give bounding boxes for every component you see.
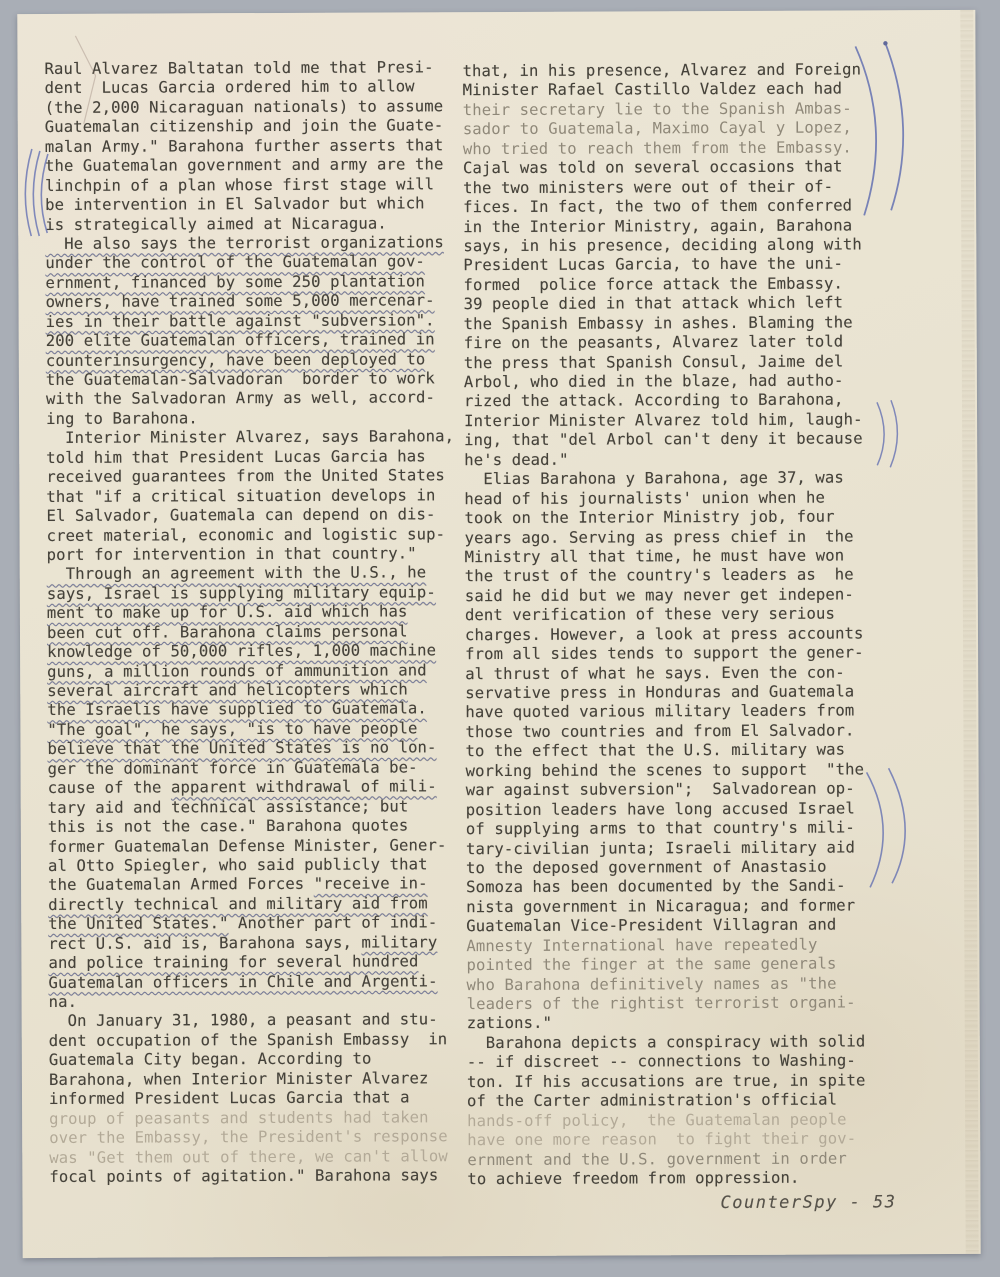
text-line: their secretary lie to the Spanish Ambas- xyxy=(462,99,852,120)
text-line: of the Carter administration's official xyxy=(466,1090,838,1111)
text-line: Interior Minister Alvarez, says Barahona, xyxy=(46,427,455,448)
text-line: under the control of the Guatemalan gov- xyxy=(45,252,425,273)
text-line: the United States." Another part of indi- xyxy=(48,913,438,934)
text-line: this is not the case." Barahona quotes xyxy=(47,816,409,837)
text-line: been cut off. Barahona claims personal xyxy=(46,622,408,642)
text-line: Guatemala City began. According to xyxy=(48,1049,372,1070)
text-line: -- if discreet -- connections to Washing- xyxy=(466,1051,856,1072)
document-page xyxy=(17,10,980,1258)
text-line: the Guatemalan Armed Forces "receive in- xyxy=(48,874,428,895)
text-line: President Lucas Garcia, to have the uni- xyxy=(463,254,843,275)
text-line: to the effect that the U.S. military was xyxy=(465,740,846,761)
text-line: who Barahona definitively names as "the xyxy=(466,974,837,994)
text-line: rized the attack. According to Barahona, xyxy=(463,390,844,411)
text-line: charges. However, a look at press accounts xyxy=(464,624,864,644)
text-line: position leaders have long accused Israel xyxy=(465,799,855,819)
text-line: ton. If his accusations are true, in spite xyxy=(466,1071,866,1091)
text-line: received guarantees from the United States xyxy=(46,466,445,487)
text-line: the Guatemalan-Salvadoran border to work xyxy=(45,369,435,389)
text-line: was "Get them out of there, we can't allow xyxy=(49,1146,448,1167)
text-line: the trust of the country's leaders as he xyxy=(464,565,854,586)
text-line: Amnesty International have repeatedly xyxy=(466,935,818,955)
text-line: is strategically aimed at Nicaragua. xyxy=(45,213,387,234)
text-line: took on the Interior Ministry job, four xyxy=(464,507,835,528)
text-line: owners, have trained some 5,000 mercenar- xyxy=(45,291,435,312)
text-line: he's dead." xyxy=(464,450,569,469)
text-line: tary-civilian junta; Israeli military aid xyxy=(465,837,856,858)
text-line: guns, a million rounds of ammunition and xyxy=(47,660,427,681)
text-line: ger the dominant force in Guatemala be- xyxy=(47,758,418,778)
text-line: Cajal was told on several occasions that xyxy=(462,157,843,178)
text-line: over the Embassy, the President's response xyxy=(49,1127,448,1148)
text-line: Raul Alvarez Baltatan told me that Presi- xyxy=(44,58,434,78)
text-line: fire on the peasants, Alvarez later told xyxy=(463,332,844,353)
text-line: nista government in Nicaragua; and former xyxy=(466,896,856,916)
text-line: zations." xyxy=(466,1014,553,1033)
text-line: informed President Lucas Garcia that a xyxy=(48,1088,410,1109)
text-line: (the 2,000 Nicaraguan nationals) to assume xyxy=(44,97,444,117)
text-line: dent verification of these very serious xyxy=(464,604,836,625)
text-line: the two ministers were out of their of- xyxy=(463,177,834,197)
text-line: from all sides tends to support the gener- xyxy=(465,643,864,664)
text-line: port for intervention in that country." xyxy=(46,544,417,564)
text-line: the Israelis have supplied to Guatemala. xyxy=(47,699,427,720)
text-line: have one more reason to fight their gov- xyxy=(467,1129,857,1150)
text-line: says, in his presence, deciding along with xyxy=(463,235,862,256)
text-line: "The goal", he says, "is to have people xyxy=(47,719,418,739)
text-line: tary aid and technical assistance; but xyxy=(47,797,409,817)
text-line: na. xyxy=(48,992,78,1011)
text-line: directly technical and military aid from xyxy=(48,894,428,914)
text-line: those two countries and from El Salvador. xyxy=(465,721,855,742)
text-line: Arbol, who died in the blaze, had autho- xyxy=(463,371,844,392)
text-line: to the deposed government of Anastasio xyxy=(465,857,827,878)
text-line: told him that President Lucas Garcia has xyxy=(46,447,426,467)
text-line: Barahona, when Interior Minister Alvarez xyxy=(48,1069,429,1089)
text-line: group of peasants and students had taken xyxy=(49,1107,429,1128)
text-line: ment to make up for U.S. aid which has xyxy=(46,602,408,623)
text-line: with the Salvadoran Army as well, accord- xyxy=(45,388,436,409)
text-line: Somoza has been documented by the Sandi- xyxy=(466,876,846,897)
text-line: focal points of agitation." Barahona says xyxy=(49,1166,439,1186)
right-column xyxy=(463,60,898,1189)
text-line: counterinsurgency, have been deployed to xyxy=(45,349,426,370)
text-line: have quoted various military leaders from xyxy=(465,701,855,722)
paper-fold-crease xyxy=(960,10,978,1254)
text-line: leaders of the rightist terrorist organi- xyxy=(466,993,856,1014)
text-line: sador to Guatemala, Maximo Cayal y Lopez, xyxy=(462,118,852,139)
text-line: ies in their battle against "subversion". xyxy=(45,310,435,331)
text-line: believe that the United States is no lon- xyxy=(47,738,437,759)
text-line: Minister Rafael Castillo Valdez each had xyxy=(462,79,843,100)
text-line: that, in his presence, Alvarez and Foreign xyxy=(462,60,862,81)
text-line: ernment and the U.S. government in order xyxy=(467,1148,847,1169)
text-line: Guatemalan Vice-President Villagran and xyxy=(466,915,837,936)
text-line: linchpin of a plan whose first stage will xyxy=(44,174,435,195)
text-line: malan Army." Barahona further asserts that xyxy=(44,135,444,156)
text-line: rect U.S. aid is, Barahona says, military xyxy=(48,932,438,953)
text-line: Guatemalan citizenship and join the Guate- xyxy=(44,116,444,137)
text-line: Ministry all that time, he must have won xyxy=(464,546,845,567)
text-line: Through an agreement with the U.S., he xyxy=(46,563,427,584)
text-line: of supplying arms to that country's mili- xyxy=(465,818,855,839)
text-line: head of his journalists' union when he xyxy=(464,488,826,508)
text-line: and police training for several hundred xyxy=(48,952,419,973)
text-line: to achieve freedom from oppression. xyxy=(467,1168,800,1189)
text-line: hands-off policy, the Guatemalan people xyxy=(467,1110,847,1130)
text-line: be intervention in El Salvador but which xyxy=(45,194,425,215)
text-line: knowledge of 50,000 rifles, 1,000 machine xyxy=(47,641,437,662)
text-line: cause of the apparent withdrawal of mili- xyxy=(47,777,437,798)
text-line: Elias Barahona y Barahona, age 37, was xyxy=(464,468,844,489)
text-line: Interior Minister Alvarez told him, laugh- xyxy=(464,410,863,431)
text-line: years ago. Serving as press chief in the xyxy=(464,526,854,547)
text-line: He also says the terrorist organizations xyxy=(45,233,444,253)
text-line: war against subversion"; Salvadorean op- xyxy=(465,779,855,800)
text-line: the press that Spanish Consul, Jaime del xyxy=(463,352,844,372)
text-line: servative press in Honduras and Guatemala xyxy=(465,682,855,703)
text-line: says, Israel is supplying military equip- xyxy=(46,583,436,603)
text-line: dent occupation of the Spanish Embassy in xyxy=(48,1030,448,1050)
text-line: dent Lucas Garcia ordered him to allow xyxy=(44,77,415,98)
text-line: 39 people died in that attack which left xyxy=(463,293,844,314)
text-line: ing, that "del Arbol can't deny it because xyxy=(464,429,863,450)
text-line: creet material, economic and logistic sup- xyxy=(46,524,446,545)
text-line: formed police force attack the Embassy. xyxy=(463,274,844,294)
text-line: El Salvador, Guatemala can depend on dis- xyxy=(46,505,436,526)
text-line: al Otto Spiegler, who said publicly that xyxy=(47,855,428,875)
text-line: Guatemalan officers in Chile and Argenti- xyxy=(48,971,438,992)
text-line: the Spanish Embassy in ashes. Blaming the xyxy=(463,313,853,333)
text-line: working behind the scenes to support "the xyxy=(465,760,865,780)
text-line: Barahona depicts a conspiracy with solid xyxy=(466,1032,866,1053)
text-line: 200 elite Guatemalan officers, trained in xyxy=(45,330,435,351)
text-line: On January 31, 1980, a peasant and stu- xyxy=(48,1010,438,1031)
text-line: ernment, financed by some 250 plantation xyxy=(45,272,426,292)
text-line: the Guatemalan government and army are the xyxy=(44,155,444,176)
text-line: former Guatemalan Defense Minister, Gener- xyxy=(47,835,447,856)
text-line: who tried to reach them from the Embassy. xyxy=(462,138,852,158)
text-line: al thrust of what he says. Even the con- xyxy=(465,663,845,683)
text-line: pointed the finger at the same generals xyxy=(466,954,837,975)
page-footer: CounterSpy - 53 xyxy=(720,1192,897,1214)
text-line: said he did but we may never get indepen- xyxy=(464,585,854,605)
text-line: in the Interior Ministry, again, Barahona xyxy=(463,215,853,236)
text-line: that "if a critical situation develops in xyxy=(46,485,436,506)
text-line: fices. In fact, the two of them conferred xyxy=(463,196,853,217)
text-line: ing to Barahona. xyxy=(46,409,198,428)
left-column xyxy=(44,58,479,1187)
text-line: several aircraft and helicopters which xyxy=(47,680,408,700)
